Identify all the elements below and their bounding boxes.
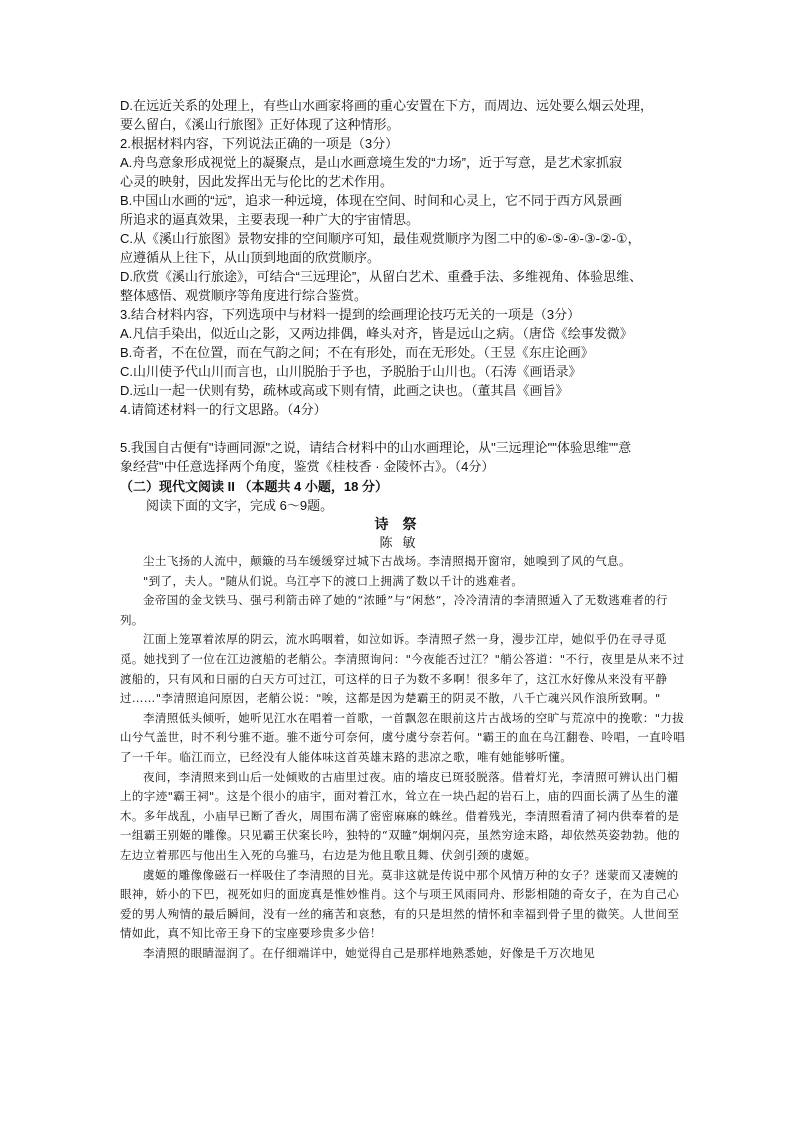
option-b: B.中国山水画的“远”，追求一种远境，体现在空间、时间和心灵上，它不同于西方风景画 (120, 193, 622, 208)
paragraph: 李清照低头倾听，她听见江水在唱着一首歌，一首飘忽在眼前这片古战场的空旷与荒凉中的挽歌："力拔山兮气盖世，时不利兮骓不逝。骓不逝兮可奈何，虞兮虞兮奈若何。"霸王的血在乌江翻卷、呤唱，一直呤唱了一千年。临江而立，已经没有人能体味这首英雄末路的悲凉之歌，唯有她能够听懂。 (120, 710, 685, 764)
story-body (120, 552, 685, 963)
option-c: C.从《溪山行旅图》景物安排的空间顺序可知，最佳观赏顺序为图二中的⑥-⑤-④-③-②-①， (120, 231, 641, 246)
text-line: D.在远近关系的处理上，有些山水画家将画的重心安置在下方，而周边、远处要么烟云处理， (120, 98, 654, 113)
paragraph: "到了，夫人。"随从们说。乌江亭下的渡口上拥满了数以千计的逃难者。 (143, 573, 524, 588)
section-instruction: 阅读下面的文字，完成 6～9题。 (146, 498, 334, 513)
option-d: D.远山一起一伏则有势，疏林或高或下则有情，此画之诀也。（董其昌《画旨》 (120, 383, 569, 398)
text-line: 整体感悟、观赏顺序等角度进行综合鉴赏。 (120, 288, 368, 303)
text-line: 心灵的映射，因此发挥出无与伦比的艺术作用。 (120, 174, 394, 189)
text-line: 象经营"中任意选择两个角度，鉴赏《桂枝香 · 金陵怀古》。（4分） (120, 459, 495, 474)
section-heading: （二）现代文阅读 II （本题共 4 小题，18 分） (120, 479, 388, 494)
paragraph: 尘土飞扬的人流中，颠簸的马车缓缓穿过城下古战场。李清照揭开窗帘，她嗅到了风的气息。 (143, 554, 631, 568)
question-4: 4.请简述材料一的行文思路。（4分） (120, 402, 327, 417)
question-2-stem: 2.根据材料内容，下列说法正确的一项是（3分） (120, 136, 399, 151)
section-2-header (120, 477, 685, 553)
option-a: A.舟鸟意象形成视觉上的凝聚点，是山水画意境生发的“力场”，近于写意，是艺术家抓寂 (120, 155, 622, 170)
questions-block (120, 96, 685, 476)
paragraph: 李清照的眼睛湿润了。在仔细端详中，她觉得自己是那样地熟悉她，好像是千万次地见 (143, 945, 596, 960)
option-d: D.欣赏《溪山行旅途》，可结合“三远理论”，从留白艺术、重叠手法、多维视角、体验思维、 (120, 269, 643, 284)
article-author: 陈敏 (379, 536, 426, 551)
article-title: 诗祭 (374, 517, 431, 533)
text-line: 所追求的逼真效果，主要表现一种广大的宇宙情思。 (120, 212, 420, 227)
text-line: 应遵循从上往下，从山顶到地面的欣赏顺序。 (120, 250, 381, 265)
paragraph: 金帝国的金戈铁马、强弓利箭击碎了她的“浓睡”与“闲愁”，冷冷清清的李清照遁入了无数逃难者的行列。 (120, 593, 668, 627)
paragraph: 虞姬的雕像像磁石一样吸住了李清照的目光。莫非这就是传说中那个风情万种的女子？迷蒙而又凄婉的眼神，娇小的下巴，视死如归的面庞真是惟妙惟肖。这个与项王风雨同舟、形影相随的奇女子，在为自己心爱的男人殉情的最后瞬间，没有一丝的痛苦和哀愁，有的只是坦然的情怀和幸福到骨子里的微笑。人世间至情如此，真不知比帝王身下的宝座要珍贵多少倍！ (120, 867, 680, 941)
paragraph: 夜间，李清照来到山后一处倾败的古庙里过夜。庙的墙皮已斑驳脱落。借着灯光，李清照可辨认出门楣上的字迹"霸王祠"。这是个很小的庙宇，面对着江水，耸立在一块凸起的岩石上，庙的四面长满了丛生的灌木。多年战乱，小庙早已断了香火，周围布满了密密麻麻的蛛丝。借着残光，李清照看清了祠内供奉着的是一组霸王别姬的雕像。只见霸王伏案长吟，独特的“双瞳”炯炯闪亮，虽然穷途末路，却依然英姿勃勃。他的左边立着那匹与他出生入死的乌骓马，右边是为他且歌且舞、伏剑引颈的虞姬。 (120, 769, 680, 862)
text-line: 要么留白，《溪山行旅图》正好体现了这种情形。 (120, 117, 400, 132)
option-c: C.山川使予代山川而言也，山川脱胎于予也，予脱胎于山川也。（石涛《画语录》 (120, 364, 582, 379)
paragraph: 江面上笼罩着浓厚的阴云，流水呜咽着，如泣如诉。李清照孑然一身，漫步江岸，她似乎仍在寻寻觅觅。她找到了一位在江边渡船的老艄公。李清照询问："今夜能否过江？"艄公答道："不行，夜里是从来不过渡船的，只有风和日丽的白天方可过江，可这样的日子为数不多啊！很多年了，这江水好像从来没有平静过……"李清照追问原因，老艄公说："唉，这都是因为楚霸王的阴灵不散，八千亡魂兴风作浪所致啊。" (120, 632, 685, 706)
option-b: B.奇者，不在位置，而在气韵之间；不在有形处，而在无形处。（王昱《东庄论画》 (120, 345, 594, 360)
question-5: 5.我国自古便有"诗画同源"之说，请结合材料中的山水画理论，从"三远理论""体验思维""意 (120, 440, 632, 455)
option-a: A.凡信手染出，似近山之影，又两边排偶，峰头对齐，皆是远山之病。（唐岱《绘事发微》 (120, 326, 633, 341)
question-3-stem: 3.结合材料内容，下列选项中与材料一提到的绘画理论技巧无关的一项是（3分） (120, 307, 581, 322)
